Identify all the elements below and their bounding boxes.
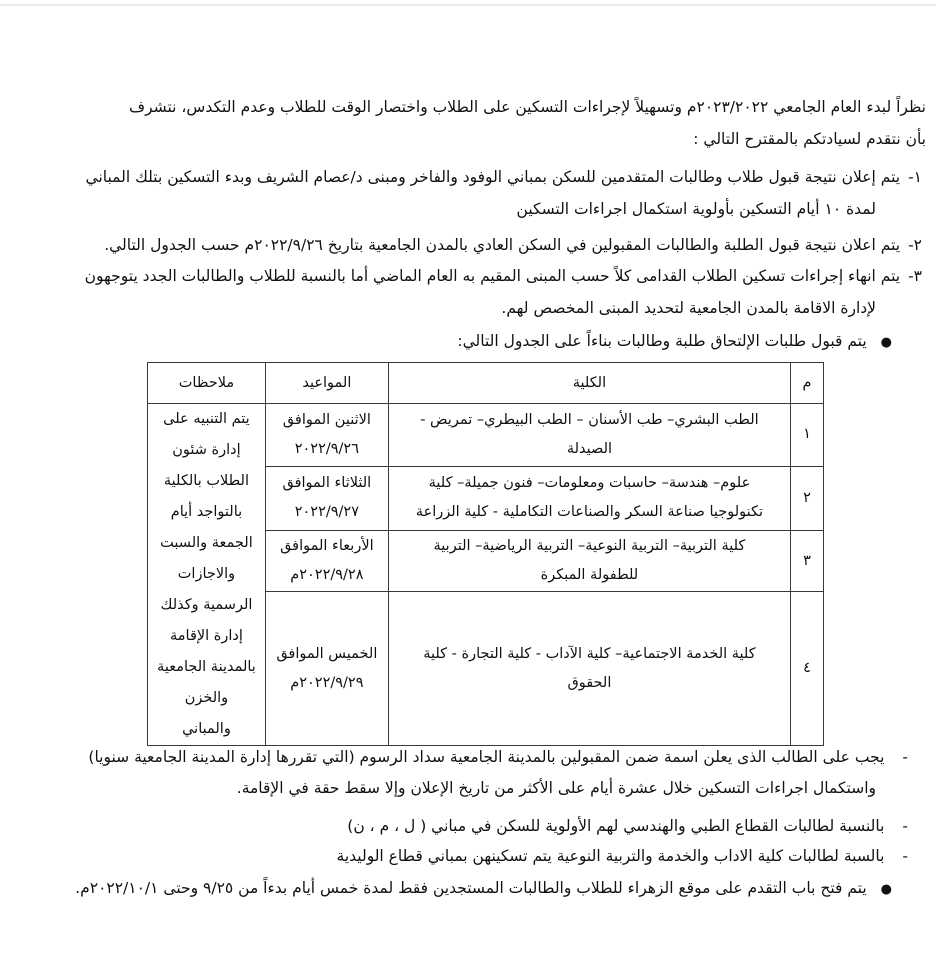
dash-icon: - bbox=[902, 817, 908, 835]
bullet-text: يتم قبول طلبات الإلتحاق طلبة وطالبات بناءاً على الجدول التالي: bbox=[457, 332, 867, 350]
faculty-line: الحقوق bbox=[567, 674, 612, 691]
intro-line-2: بأن نتقدم لسيادتكم بالمقترح التالي : bbox=[693, 130, 926, 148]
row-faculty bbox=[388, 530, 790, 592]
date-day: الاثنين الموافق bbox=[282, 411, 371, 428]
dash-note-3 bbox=[337, 845, 908, 867]
item-number: ١- bbox=[908, 168, 922, 186]
date-value: ٢٠٢٢/٩/٢٨م bbox=[290, 567, 364, 584]
item-number: ٣- bbox=[908, 267, 922, 285]
dash-note-text: يجب على الطالب الذى يعلن اسمة ضمن المقبولين بالمدينة الجامعية سداد الرسوم (التي تقررها إدارة المدينة الجامعية سنويا) bbox=[88, 748, 885, 766]
faculty-line: الصيدلة bbox=[566, 440, 613, 457]
note-line: الجمعة والسبت bbox=[160, 535, 253, 551]
note-line: الطلاب بالكلية bbox=[163, 473, 249, 489]
item-text: يتم انهاء إجراءات تسكين الطلاب القدامى كلاً حسب المبنى المقيم به العام الماضي أما بالنسبة للطلاب والطالبات الجدد يتوجهون bbox=[84, 267, 901, 285]
note-line: والخزن bbox=[184, 690, 229, 706]
date-value: ٢٠٢٢/٩/٢٧ bbox=[294, 504, 359, 521]
numbered-item-1-cont: لمدة ١٠ أيام التسكين بأولوية استكمال اجراءات التسكين bbox=[516, 200, 876, 218]
dash-note-1 bbox=[88, 746, 908, 768]
intro-line-1: نظراً لبدء العام الجامعي ٢٠٢٣/٢٠٢٢م وتسهيلاً لإجراءات التسكين على الطلاب واختصار الوقت للطلاب وعدم التكدس، نتشرف bbox=[129, 98, 926, 116]
date-value: ٢٠٢٢/٩/٢٩م bbox=[290, 674, 364, 691]
row-faculty bbox=[388, 404, 790, 467]
note-line: الرسمية وكذلك bbox=[160, 597, 253, 613]
dash-note-text: بالنسبة لطالبات القطاع الطبي والهندسي لهم الأولوية للسكن في مباني ( ل ، م ، ن) bbox=[347, 817, 885, 835]
bullet-icon: ● bbox=[880, 335, 892, 350]
dash-icon: - bbox=[902, 748, 908, 766]
note-line: بالمدينة الجامعية bbox=[157, 659, 256, 675]
dash-note-text: بالسبة لطالبات كلية الاداب والخدمة والتربية النوعية يتم تسكينهن بمباني قطاع الوليدية bbox=[336, 847, 885, 865]
row-number: ٤ bbox=[791, 592, 824, 746]
faculty-line: كلية التربية– التربية النوعية– التربية الرياضية– التربية bbox=[433, 538, 746, 555]
note-line: بالتواجد أيام bbox=[170, 504, 243, 520]
faculty-line: الطب البشري– طب الأسنان – الطب البيطري– تمريض - bbox=[420, 411, 759, 428]
numbered-item-1 bbox=[86, 166, 922, 188]
item-text: يتم اعلان نتيجة قبول الطلبة والطالبات المقبولين في السكن العادي بالمدن الجامعية بتاريخ ٢٠٢٢/٩/٢٦م حسب الجدول التالي. bbox=[104, 236, 901, 254]
date-day: الأربعاء الموافق bbox=[280, 538, 374, 555]
date-day: الخميس الموافق bbox=[276, 645, 378, 662]
bullet-icon: ● bbox=[880, 882, 892, 897]
row-number: ١ bbox=[791, 404, 824, 467]
faculty-line: كلية الخدمة الاجتماعية– كلية الآداب - كلية التجارة - كلية bbox=[423, 645, 756, 662]
row-date bbox=[265, 466, 388, 530]
faculty-line: للطفولة المبكرة bbox=[540, 567, 639, 584]
date-value: ٢٠٢٢/٩/٢٦ bbox=[294, 440, 359, 457]
bullet-table-intro bbox=[457, 330, 892, 354]
numbered-item-3 bbox=[85, 265, 922, 287]
dash-note-1-cont: واستكمال اجراءات التسكين خلال عشرة أيام على الأكثر من تاريخ الإعلان وإلا سقط حقة في الإقامة. bbox=[236, 779, 876, 797]
faculty-line: علوم– هندسة– حاسبات ومعلومات– فنون جميلة– كلية bbox=[428, 475, 751, 492]
row-date bbox=[265, 404, 388, 467]
note-line: والاجازات bbox=[177, 566, 236, 582]
header-notes: ملاحظات bbox=[148, 363, 266, 404]
bullet-text: يتم فتح باب التقدم على موقع الزهراء للطلاب والطالبات المستجدين فقط لمدة خمس أيام بدءاً من ٩/٢٥ وحتى ٢٠٢٢/١٠/١م. bbox=[75, 879, 867, 897]
table-row bbox=[148, 404, 824, 467]
header-dates: المواعيد bbox=[265, 363, 388, 404]
faculty-line: تكنولوجيا صناعة السكر والصناعات التكاملية - كلية الزراعة bbox=[415, 504, 764, 521]
row-number: ٢ bbox=[791, 466, 824, 530]
date-day: الثلاثاء الموافق bbox=[282, 475, 372, 492]
note-line: إدارة شئون bbox=[172, 442, 241, 458]
row-faculty bbox=[388, 466, 790, 530]
header-faculty: الكلية bbox=[388, 363, 790, 404]
header-num: م bbox=[791, 363, 824, 404]
dash-note-2 bbox=[347, 815, 908, 837]
dash-icon: - bbox=[902, 847, 908, 865]
notes-cell bbox=[148, 404, 266, 746]
note-line: إدارة الإقامة bbox=[169, 628, 243, 644]
item-text: يتم إعلان نتيجة قبول طلاب وطالبات المتقدمين للسكن بمباني الوفود والفاخر ومبنى د/عصام الشريف وبدء التسكين بتلك المباني bbox=[85, 168, 901, 186]
note-line: يتم التنبيه على bbox=[163, 411, 250, 427]
table-header-row bbox=[148, 363, 824, 404]
row-date bbox=[265, 530, 388, 592]
item-number: ٢- bbox=[908, 236, 922, 254]
note-line: والمباني bbox=[182, 721, 231, 737]
row-faculty bbox=[388, 592, 790, 746]
final-bullet bbox=[75, 877, 892, 901]
row-number: ٣ bbox=[791, 530, 824, 592]
numbered-item-3-cont: لإدارة الاقامة بالمدن الجامعية لتحديد المبنى المخصص لهم. bbox=[501, 299, 876, 317]
schedule-table bbox=[147, 362, 824, 746]
row-date bbox=[265, 592, 388, 746]
numbered-item-2 bbox=[104, 234, 922, 256]
